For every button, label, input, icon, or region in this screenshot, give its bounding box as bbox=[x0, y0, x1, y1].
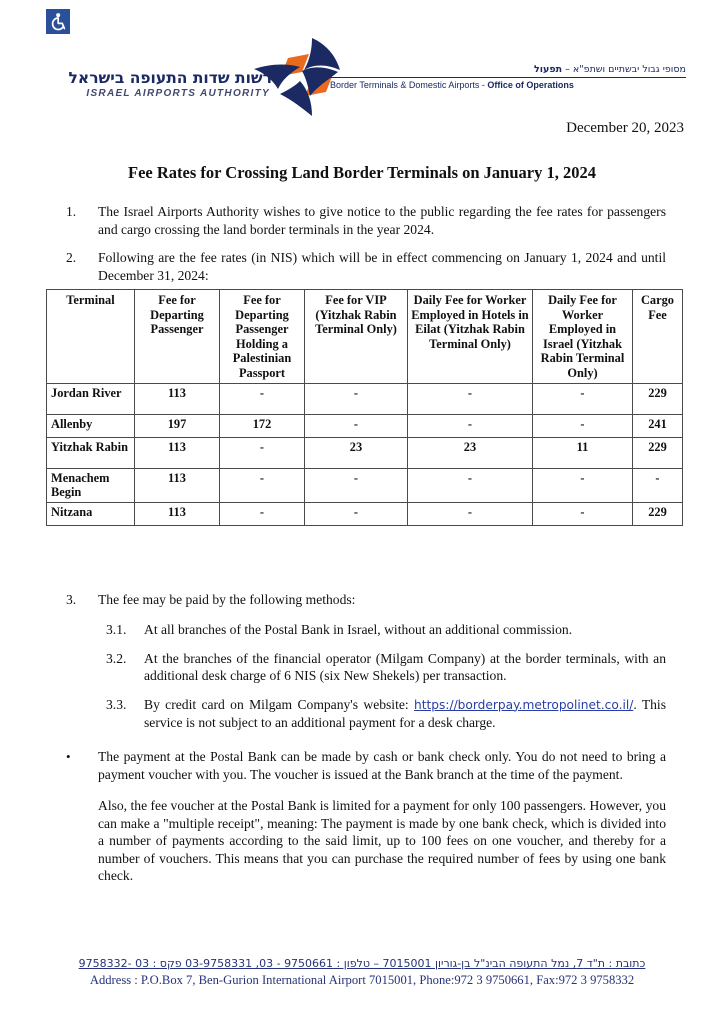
table-header-row bbox=[47, 290, 683, 384]
list-item-number: 3.3. bbox=[106, 696, 127, 712]
department-hebrew-line bbox=[330, 64, 686, 78]
cell-departing: 197 bbox=[135, 414, 220, 437]
cell-vip: - bbox=[305, 414, 408, 437]
list-item bbox=[106, 696, 666, 732]
list-item-number: 3. bbox=[66, 592, 77, 607]
column-header-departing-passenger: Fee for Departing Passenger bbox=[135, 290, 220, 384]
footer-hebrew-contact: כתובת : ת"ד 7, נמל התעופה הבינ"ל בן-גוריון 7015001 – טלפון : 9750661 - 03, 03-9758331 פקס : 03 -9758332 bbox=[78, 957, 646, 970]
list-item bbox=[106, 650, 666, 685]
cell-israel: - bbox=[533, 502, 633, 525]
footer bbox=[40, 955, 684, 989]
cell-departing: 113 bbox=[135, 502, 220, 525]
fee-rates-table bbox=[46, 289, 683, 526]
cell-palestinian: - bbox=[220, 437, 305, 468]
list-item-text: At the branches of the financial operator (Milgam Company) at the border terminals, with an additional desk charge of 6 NIS (six New Shekels) per transaction. bbox=[144, 650, 666, 683]
list-item-text: The Israel Airports Authority wishes to give notice to the public regarding the fee rates for passengers and cargo crossing the land border terminals in the year 2024. bbox=[98, 204, 666, 237]
note-paragraph-2: Also, the fee voucher at the Postal Bank is limited for a payment for only 100 passengers. However, you can make a "multiple receipt", meaning: The payment is made by one bank check, which is divided into a number of payments according to the said limit, up to 100 fees on one voucher, and thereby for a number of vouchers. This means that you can purchase the required number of fees by using one bank check. bbox=[98, 798, 666, 883]
document-date: December 20, 2023 bbox=[566, 120, 684, 136]
logo-hebrew-name: רשות שדות התעופה בישראל bbox=[68, 69, 272, 87]
intro-list bbox=[66, 203, 666, 295]
cell-terminal: Menachem Begin bbox=[47, 468, 135, 502]
cell-eilat: 23 bbox=[408, 437, 533, 468]
list-item-text: Following are the fee rates (in NIS) which will be in effect commencing on January 1, 2024 and until December 31, 2024: bbox=[98, 250, 666, 283]
cell-cargo: 229 bbox=[633, 502, 683, 525]
list-item-text: The fee may be paid by the following methods: bbox=[98, 592, 356, 607]
cell-eilat: - bbox=[408, 468, 533, 502]
cell-palestinian: - bbox=[220, 383, 305, 414]
cell-eilat: - bbox=[408, 414, 533, 437]
cell-terminal: Nitzana bbox=[47, 502, 135, 525]
cell-palestinian: - bbox=[220, 502, 305, 525]
table-row bbox=[47, 414, 683, 437]
cell-departing: 113 bbox=[135, 468, 220, 502]
cell-terminal: Yitzhak Rabin bbox=[47, 437, 135, 468]
list-item-number: 3.2. bbox=[106, 650, 127, 666]
cell-vip: - bbox=[305, 383, 408, 414]
column-header-worker-hotels-eilat: Daily Fee for Worker Employed in Hotels in Eilat (Yitzhak Rabin Terminal Only) bbox=[408, 290, 533, 384]
list-item bbox=[106, 621, 666, 639]
cell-israel: - bbox=[533, 468, 633, 502]
footer-english-contact: Address : P.O.Box 7, Ben-Gurion International Airport 7015001, Phone:972 3 9750661, Fax:972 3 9758332 bbox=[89, 973, 635, 987]
notes-block bbox=[66, 748, 666, 885]
list-item-text-with-link bbox=[144, 696, 666, 732]
cell-vip: - bbox=[305, 468, 408, 502]
cell-eilat: - bbox=[408, 383, 533, 414]
cell-departing: 113 bbox=[135, 437, 220, 468]
cell-cargo: 229 bbox=[633, 437, 683, 468]
bullet-icon: • bbox=[66, 749, 71, 764]
cell-departing: 113 bbox=[135, 383, 220, 414]
payment-methods-list bbox=[106, 621, 666, 743]
page-title: Fee Rates for Crossing Land Border Terminals on January 1, 2024 bbox=[128, 163, 596, 182]
department-hebrew-bold: תפעול bbox=[534, 64, 563, 75]
list-item-number: 3.1. bbox=[106, 622, 127, 637]
cell-palestinian: 172 bbox=[220, 414, 305, 437]
column-header-vip: Fee for VIP (Yitzhak Rabin Terminal Only) bbox=[305, 290, 408, 384]
list-item-number: 1. bbox=[66, 204, 77, 219]
column-header-worker-israel: Daily Fee for Worker Employed in Israel (Yitzhak Rabin Terminal Only) bbox=[533, 290, 633, 384]
cell-palestinian: - bbox=[220, 468, 305, 502]
department-english-bold: Office of Operations bbox=[487, 80, 574, 90]
column-header-palestinian-passport: Fee for Departing Passenger Holding a Palestinian Passport bbox=[220, 290, 305, 384]
cell-israel: - bbox=[533, 383, 633, 414]
table-row bbox=[47, 502, 683, 525]
department-hebrew-text: מסופי גבול יבשתיים ושתפ"א – bbox=[562, 64, 686, 75]
borderpay-website-link[interactable]: https://borderpay.metropolinet.co.il/ bbox=[414, 697, 634, 712]
list-item-text-after: . This service is not subject to an additional payment for a desk charge. bbox=[144, 696, 667, 730]
list-item-number: 2. bbox=[66, 250, 77, 265]
list-item bbox=[66, 249, 666, 284]
cell-israel: 11 bbox=[533, 437, 633, 468]
column-header-terminal: Terminal bbox=[47, 290, 135, 384]
department-english-text: Border Terminals & Domestic Airports - bbox=[330, 80, 488, 90]
table-row bbox=[47, 383, 683, 414]
cell-terminal: Jordan River bbox=[47, 383, 135, 414]
logo-english-name: ISRAEL AIRPORTS AUTHORITY bbox=[86, 88, 270, 99]
cell-eilat: - bbox=[408, 502, 533, 525]
list-item bbox=[66, 203, 666, 238]
department-block bbox=[330, 64, 686, 90]
cell-terminal: Allenby bbox=[47, 414, 135, 437]
cell-israel: - bbox=[533, 414, 633, 437]
note-paragraph-1: The payment at the Postal Bank can be made by cash or bank check only. You do not need to bring a payment voucher with you. The voucher is issued at the Bank branch at the time of the payment. bbox=[98, 749, 666, 782]
list-item bbox=[66, 748, 666, 783]
payment-methods-lead bbox=[66, 591, 666, 620]
cell-vip: 23 bbox=[305, 437, 408, 468]
department-english-line bbox=[330, 78, 686, 90]
cell-cargo: - bbox=[633, 468, 683, 502]
cell-vip: - bbox=[305, 502, 408, 525]
list-item bbox=[66, 591, 666, 609]
table-row bbox=[47, 468, 683, 502]
accessibility-icon[interactable] bbox=[46, 9, 70, 34]
column-header-cargo-fee: Cargo Fee bbox=[633, 290, 683, 384]
cell-cargo: 229 bbox=[633, 383, 683, 414]
list-item-text: At all branches of the Postal Bank in Israel, without an additional commission. bbox=[144, 622, 573, 637]
cell-cargo: 241 bbox=[633, 414, 683, 437]
organization-logo bbox=[62, 38, 362, 118]
list-item-text-before: By credit card on Milgam Company's website: bbox=[144, 696, 414, 712]
table-row bbox=[47, 437, 683, 468]
masthead bbox=[0, 38, 724, 118]
